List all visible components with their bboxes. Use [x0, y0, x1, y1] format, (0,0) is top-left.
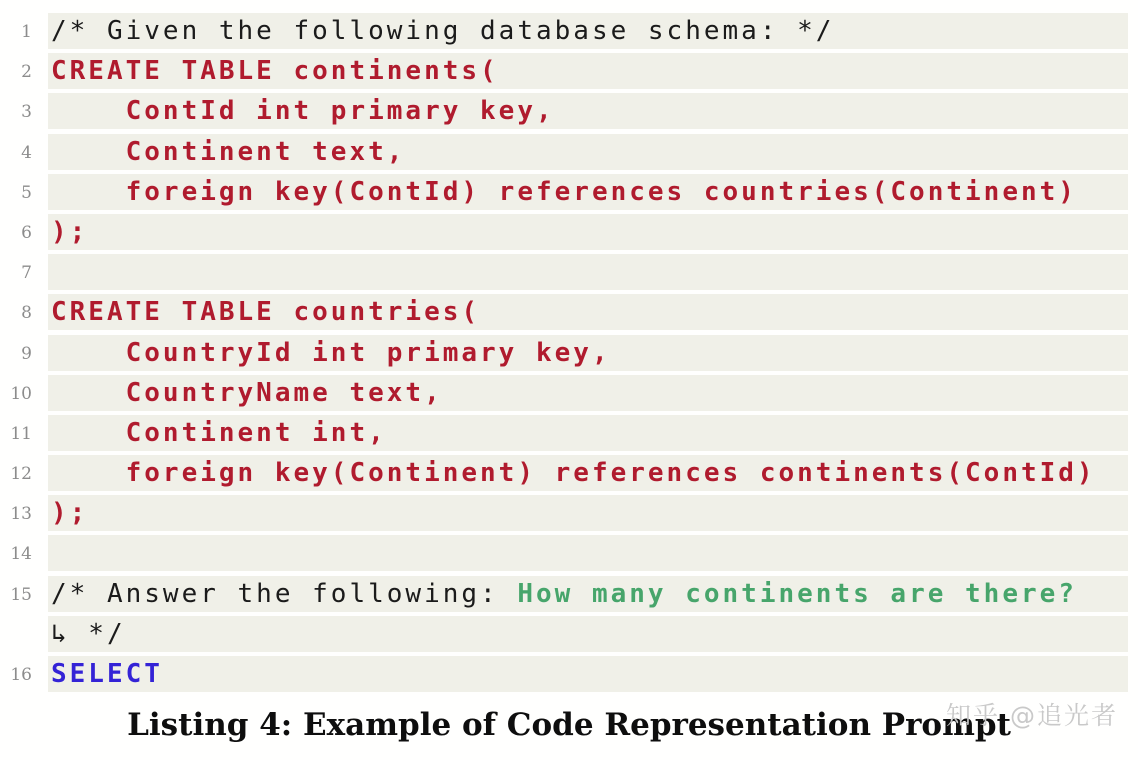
code-segment: CountryName text,	[51, 377, 443, 408]
code-line-11	[0, 415, 1138, 451]
line-code	[48, 13, 1128, 49]
line-code	[48, 415, 1128, 451]
line-code	[48, 214, 1128, 250]
code-segment: ContId int primary key,	[51, 96, 555, 127]
code-line-12	[0, 455, 1138, 491]
watermark: 知乎 @追光者	[946, 701, 1118, 730]
line-number: 14	[10, 544, 32, 565]
code-segment: CREATE TABLE countries(	[51, 297, 481, 328]
line-code	[48, 656, 1128, 692]
code-line-6	[0, 214, 1138, 250]
code-line-1	[0, 13, 1138, 49]
line-number: 4	[21, 142, 32, 163]
line-code	[48, 93, 1128, 129]
line-number: 7	[21, 263, 32, 284]
code-line-7	[0, 254, 1138, 290]
code-segment: CREATE TABLE continents(	[51, 56, 499, 87]
code-segment: foreign key(Continent) references continents(ContId)	[51, 458, 1096, 489]
line-number: 1	[21, 22, 32, 42]
line-code	[48, 174, 1128, 210]
line-number: 8	[21, 303, 32, 324]
code-segment: /* Given the following database schema: */	[51, 16, 835, 46]
line-code	[48, 254, 1128, 290]
code-line-wrap	[0, 616, 1138, 652]
code-segment: foreign key(ContId) references countries(Continent)	[51, 176, 1077, 207]
code-line-13	[0, 495, 1138, 531]
line-number: 11	[10, 423, 32, 444]
code-line-10	[0, 375, 1138, 411]
line-number: 13	[10, 504, 32, 525]
line-number	[0, 616, 48, 652]
code-segment: Continent int,	[51, 417, 387, 448]
code-segment: );	[51, 498, 89, 529]
line-code	[48, 335, 1128, 371]
line-number: 15	[10, 584, 32, 605]
line-number: 16	[10, 665, 32, 685]
line-number: 6	[21, 222, 32, 243]
line-number: 2	[21, 62, 32, 83]
code-segment: );	[51, 216, 89, 247]
line-number: 10	[10, 383, 32, 404]
code-segment: CountryId int primary key,	[51, 337, 611, 368]
code-segment: SELECT	[51, 659, 163, 689]
code-segment: How many continents are there?	[517, 578, 1077, 609]
code-line-16	[0, 656, 1138, 692]
code-line-3	[0, 93, 1138, 129]
line-number: 3	[21, 102, 32, 123]
code-segment: Continent text,	[51, 136, 406, 167]
line-number: 5	[21, 182, 32, 203]
code-line-15	[0, 576, 1138, 612]
line-code	[48, 375, 1128, 411]
line-code	[48, 455, 1128, 491]
line-code	[48, 134, 1128, 170]
code-line-8	[0, 294, 1138, 330]
code-segment: ↳ */	[51, 618, 126, 649]
line-code	[48, 294, 1128, 330]
line-code	[48, 616, 1128, 652]
code-line-14	[0, 535, 1138, 571]
code-line-5	[0, 174, 1138, 210]
code-line-9	[0, 335, 1138, 371]
line-number: 12	[10, 464, 32, 485]
line-number: 9	[21, 343, 32, 364]
code-line-2	[0, 53, 1138, 89]
line-code	[48, 535, 1128, 571]
line-code	[48, 495, 1128, 531]
line-code	[48, 576, 1128, 612]
code-line-4	[0, 134, 1138, 170]
code-segment: /* Answer the following:	[51, 578, 518, 609]
listing-caption: Listing 4: Example of Code Representation Prompt	[127, 707, 1011, 743]
line-code	[48, 53, 1128, 89]
